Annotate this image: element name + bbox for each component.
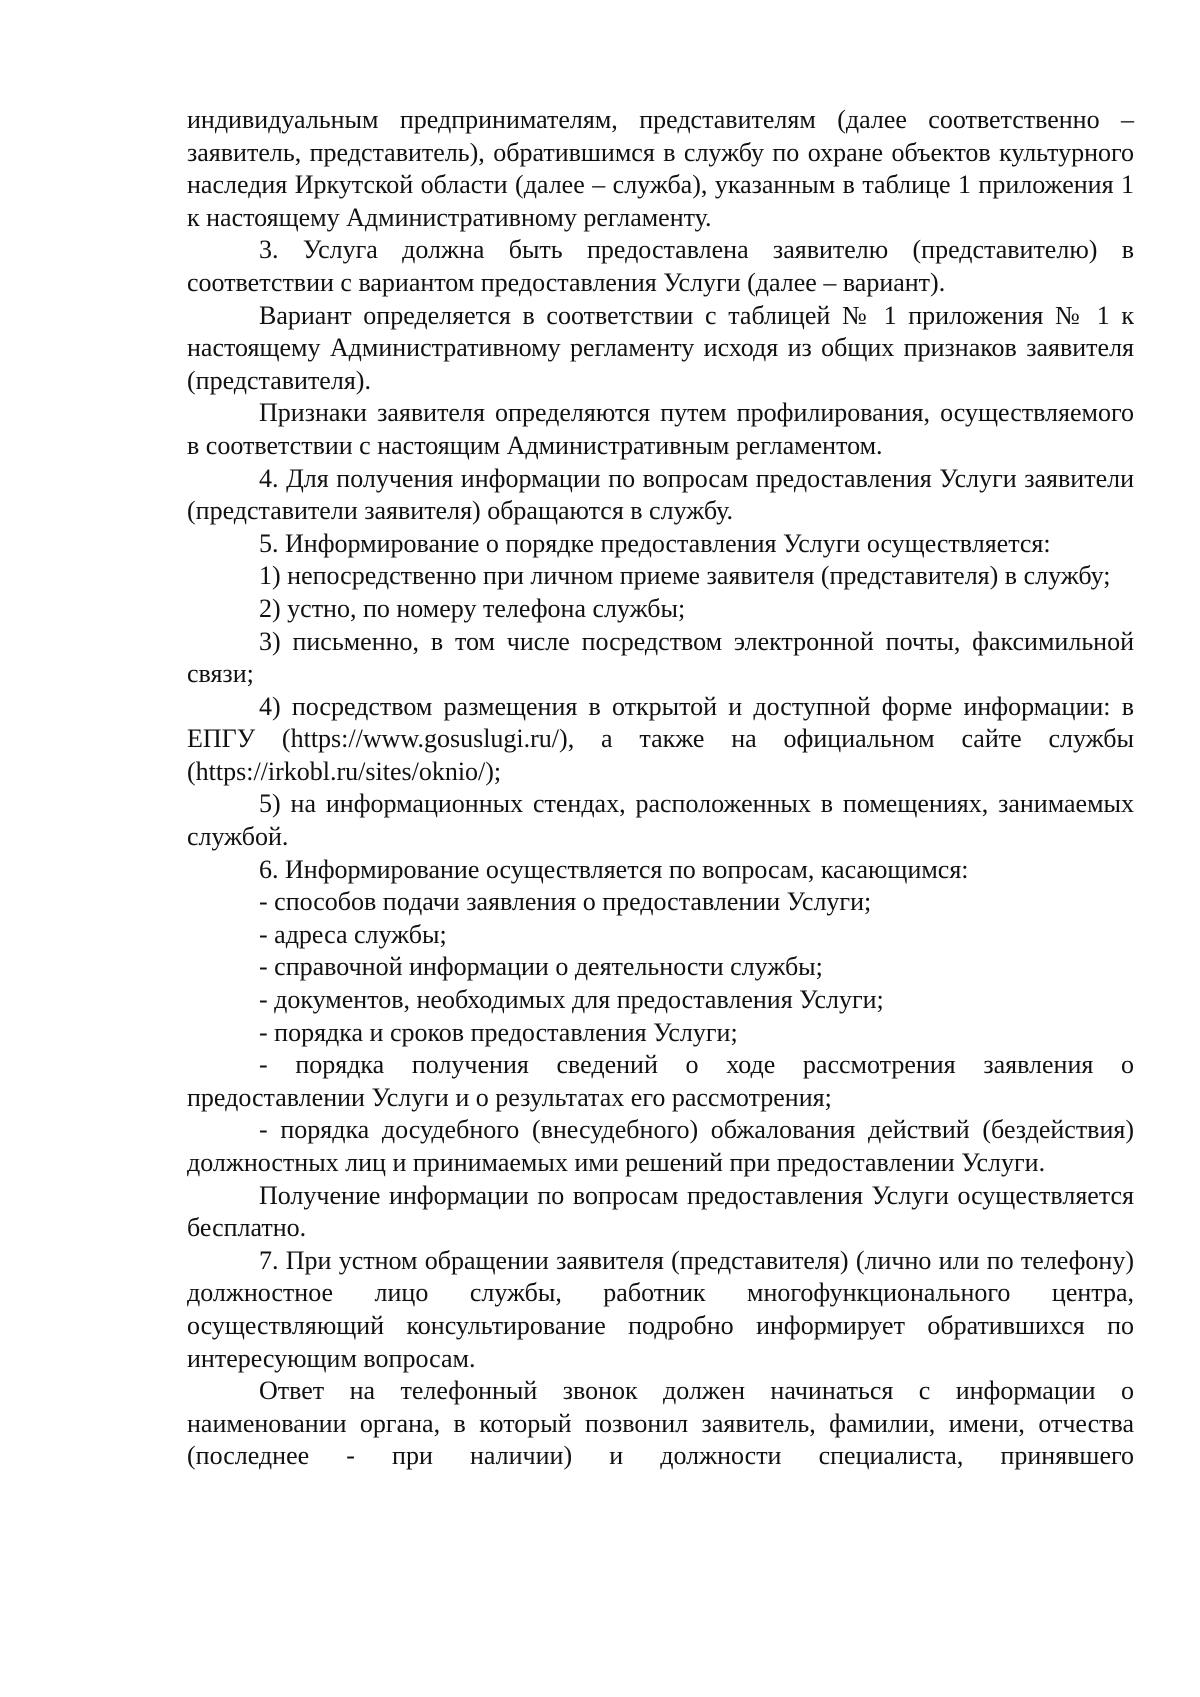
paragraph-item-4: 4. Для получения информации по вопросам предоставления Услуги заявители (представители заявителя) обращаются в службу.	[187, 463, 1134, 526]
list-item-5-3: 3) письменно, в том числе посредством электронной почты, факсимильной связи;	[187, 626, 1134, 689]
list-item-6-6: - порядка получения сведений о ходе рассмотрения заявления о предоставлении Услуги и о результатах его рассмотрения;	[187, 1050, 1134, 1112]
document-body	[187, 104, 1134, 1473]
paragraph-item-5: 5. Информирование о порядке предоставления Услуги осуществляется:	[259, 528, 1051, 558]
paragraph-free-of-charge: Получение информации по вопросам предоставления Услуги осуществляется бесплатно.	[187, 1180, 1134, 1243]
list-item-6-4: - документов, необходимых для предоставления Услуги;	[259, 985, 884, 1015]
list-item-6-3: - справочной информации о деятельности службы;	[259, 952, 823, 982]
list-item-6-2: - адреса службы;	[259, 919, 447, 949]
paragraph-item-3: 3. Услуга должна быть предоставлена заявителю (представителю) в соответствии с вариантом предоставления Услуги (далее – вариант).	[187, 235, 1134, 297]
list-item-6-1: - способов подачи заявления о предоставлении Услуги;	[259, 887, 872, 917]
list-item-5-4: 4) посредством размещения в открытой и доступной форме информации: в ЕПГУ (https://www.gosuslugi.ru/), а также на официальном сайте службы (https://irkobl.ru/sites/oknio/);	[187, 691, 1134, 786]
list-item-5-1: 1) непосредственно при личном приеме заявителя (представителя) в службу;	[259, 561, 1111, 591]
list-item-6-7: - порядка досудебного (внесудебного) обжалования действий (бездействия) должностных лиц и принимаемых ими решений при предоставлении Услуги.	[187, 1115, 1134, 1177]
paragraph-applicant-signs: Признаки заявителя определяются путем профилирования, осуществляемого в соответствии с настоящим Административным регламентом.	[187, 398, 1134, 460]
paragraph-item-6: 6. Информирование осуществляется по вопросам, касающимся:	[259, 854, 969, 884]
list-item-6-5: - порядка и сроков предоставления Услуги;	[259, 1017, 738, 1047]
paragraph-variant: Вариант определяется в соответствии с таблицей № 1 приложения № 1 к настоящему Административному регламенту исходя из общих признаков заявителя (представителя).	[187, 300, 1134, 395]
paragraph-item-7: 7. При устном обращении заявителя (представителя) (лично или по телефону) должностное лицо службы, работник многофункционального центра, осуществляющий консультирование подробно информирует обратившихся по интересующим вопросам.	[187, 1245, 1134, 1373]
list-item-5-5: 5) на информационных стендах, расположенных в помещениях, занимаемых службой.	[187, 789, 1134, 852]
paragraph-phone-answer: Ответ на телефонный звонок должен начинаться с информации о наименовании органа, в который позвонил заявитель, фамилии, имени, отчества (последнее - при наличии) и должности специалиста, принявшего	[187, 1376, 1134, 1471]
list-item-5-2: 2) устно, по номеру телефона службы;	[259, 593, 686, 623]
paragraph-continuation: индивидуальным предпринимателям, представителям (далее соответственно – заявитель, представитель), обратившимся в службу по охране объектов культурного наследия Иркутской области (далее – служба), указанным в таблице 1 приложения 1 к настоящему Административному регламенту.	[187, 105, 1134, 232]
